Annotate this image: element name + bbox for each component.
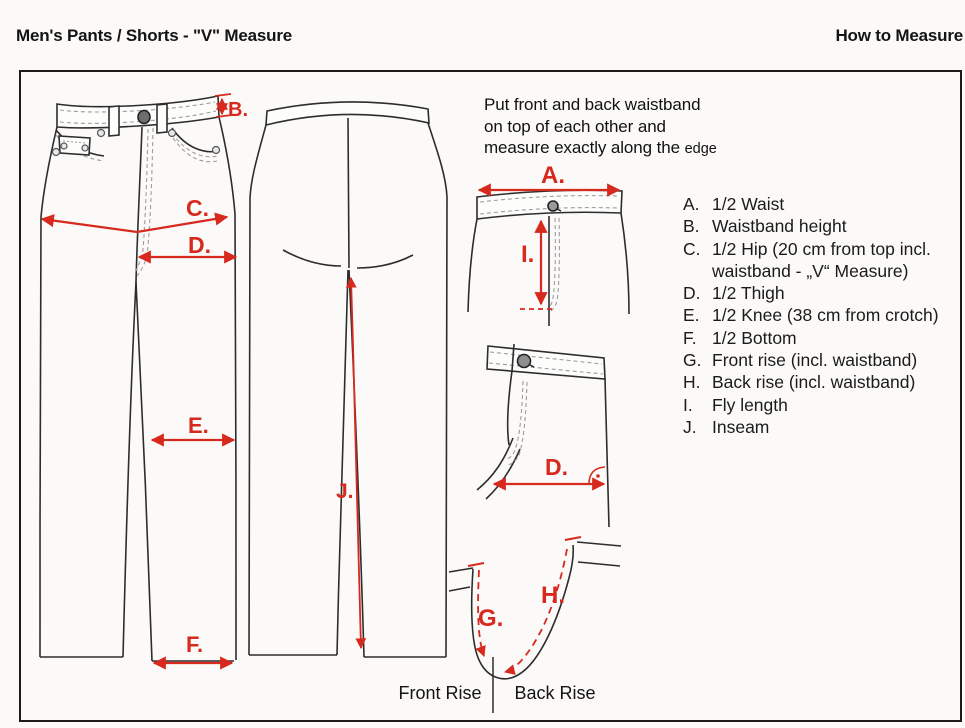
front-rise-tick <box>468 563 484 566</box>
instruction-line3: measure exactly along the edge <box>484 138 717 157</box>
back-rise-tick <box>565 537 581 540</box>
legend-item-a: A. 1/2 Waist <box>683 194 785 214</box>
measure-arrow-j <box>351 278 361 648</box>
waistband-detail-drawing <box>468 190 629 326</box>
front-pants-drawing <box>40 96 236 661</box>
label-h: H. <box>541 582 565 609</box>
right-angle-dot <box>596 474 600 478</box>
label-e: E. <box>188 413 209 438</box>
label-g: G. <box>478 605 504 632</box>
instruction-line2: on top of each other and <box>484 116 666 136</box>
label-d-front: D. <box>188 232 211 258</box>
legend-item-c: C. 1/2 Hip (20 cm from top incl. <box>683 238 931 259</box>
legend-item-e: E. 1/2 Knee (38 cm from crotch) <box>683 305 939 326</box>
legend-item-j: J. Inseam <box>683 416 770 437</box>
legend-item-i: I. Fly length <box>683 394 788 415</box>
label-j: J. <box>336 480 354 503</box>
label-c: C. <box>186 195 209 221</box>
legend-item-h: H. Back rise (incl. waistband) <box>683 372 916 393</box>
instruction-edge-word: edge <box>684 141 717 157</box>
legend-item-d: D. 1/2 Thigh <box>683 283 785 304</box>
legend-item-b: B. Waistband height <box>683 216 847 237</box>
label-b: B. <box>228 99 248 121</box>
front-rise-label: Front Rise <box>398 683 482 703</box>
legend-item-g: G. Front rise (incl. waistband) <box>683 350 918 371</box>
back-rise-label: Back Rise <box>514 683 596 703</box>
back-pants-drawing <box>249 102 447 657</box>
page-subtitle: How to Measure <box>835 26 963 45</box>
label-i: I. <box>521 241 535 268</box>
instruction-line1: Put front and back waistband <box>484 95 701 114</box>
thigh-detail-drawing <box>477 344 609 527</box>
instruction-text <box>484 94 724 161</box>
legend <box>683 193 939 438</box>
label-a: A. <box>541 162 565 189</box>
page-title: Men's Pants / Shorts - "V" Measure <box>16 26 292 45</box>
measure-arrow-h <box>505 549 567 672</box>
label-f: F. <box>186 632 204 657</box>
label-d-detail: D. <box>545 454 568 480</box>
legend-item-c-line2: waistband - „V“ Measure) <box>712 260 909 281</box>
legend-item-f: F. 1/2 Bottom <box>683 327 797 348</box>
b-tick-top <box>215 94 231 96</box>
